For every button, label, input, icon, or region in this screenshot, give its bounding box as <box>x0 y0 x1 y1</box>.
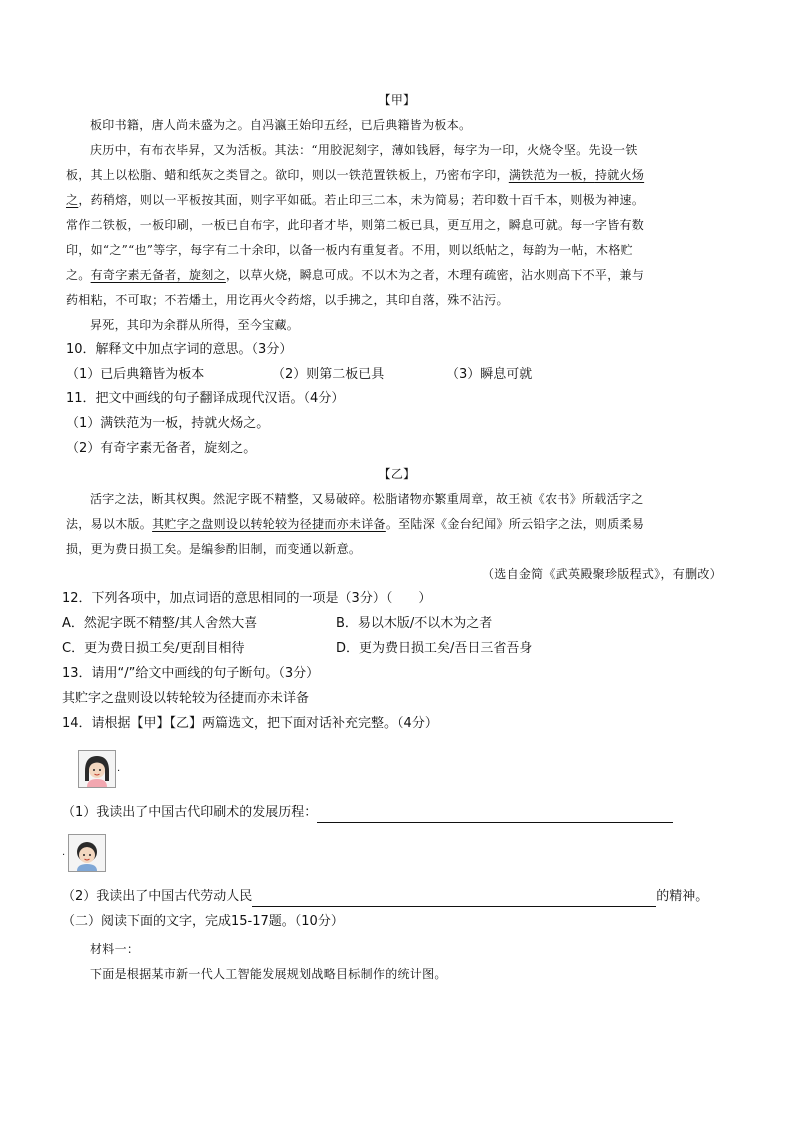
q12-option-c: C．更为费日损工矣/更刮目相待 <box>62 641 245 656</box>
jia-p1: 板印书籍，唐人尚未盛为之。自冯瀛王始印五经，已后典籍皆为板本。 <box>90 118 472 132</box>
material-1-label: 材料一： <box>90 942 140 956</box>
part2-stem: （二）阅读下面的文字，完成15-17题。（10分） <box>62 914 344 929</box>
q10-item-1: （1）已后典籍皆为板本 <box>66 367 205 382</box>
jia-p2-line-6: 之。有奇字素无备者，旋刻之，以草火烧，瞬息可成。不以木为之者，木理有疏密，沾水则高下不平，兼与 <box>66 268 645 282</box>
q12-stem: 12．下列各项中，加点词语的意思相同的一项是（3分）（ ） <box>62 591 432 606</box>
yi-line-3: 损，更为费日损工矣。是编参酌旧制，而变通以新意。 <box>66 542 362 556</box>
q10-item-2: （2）则第二板已具 <box>272 367 385 382</box>
q10-stem: 10．解释文中加点字词的意思。（3分） <box>66 342 293 357</box>
jia-p2-line-2: 板，其上以松脂、蜡和纸灰之类冒之。欲印，则以一铁范置铁板上，乃密布字印，满铁范为一板，持就火炀 <box>66 168 645 182</box>
q13-sentence: 其贮字之盘则设以转轮较为径捷而亦未详备 <box>62 691 310 706</box>
q11-stem: 11．把文中画线的句子翻译成现代汉语。（4分） <box>66 391 345 406</box>
answer-blank-1[interactable] <box>317 808 673 823</box>
q14-stem: 14．请根据【甲】【乙】两篇选文，把下面对话补充完整。（4分） <box>62 716 438 731</box>
jia-p3: 昇死，其印为余群从所得，至今宝藏。 <box>90 318 300 332</box>
q11-item-2: （2）有奇字素无备者，旋刻之。 <box>66 441 257 456</box>
jia-p2-line-5: 印，如“之”“也”等字，每字有二十余印，以备一板内有重复者。不用，则以纸帖之，每韵为一帖，木格贮 <box>66 243 633 257</box>
jia-p2-line-4: 常作二铁板，一板印刷，一板已自布字，此印者才毕，则第二板已具，更互用之，瞬息可就。每一字皆有数 <box>66 218 645 232</box>
material-1-desc: 下面是根据某市新一代人工智能发展规划战略目标制作的统计图。 <box>90 967 447 981</box>
boy-avatar-dot: · <box>62 850 66 861</box>
jia-heading: 【甲】 <box>378 93 416 107</box>
q14-line-1: （1）我读出了中国古代印刷术的发展历程： <box>62 803 673 823</box>
q12-option-b: B．易以木版/不以木为之者 <box>336 616 493 631</box>
yi-line-1: 活字之法，断其权舆。然泥字既不精整，又易破碎。松脂诸物亦繁重周章，故王祯《农书》所载活字之 <box>90 492 644 506</box>
q11-item-1: （1）满铁范为一板，持就火炀之。 <box>66 416 270 431</box>
answer-blank-2[interactable] <box>252 892 656 907</box>
q10-item-3: （3）瞬息可就 <box>446 367 533 382</box>
q12-option-a: A．然泥字既不精整/其人舍然大喜 <box>62 616 258 631</box>
yi-source: （选自金简《武英殿聚珍版程式》，有删改） <box>481 567 722 581</box>
jia-p2-line-7: 药相粘，不可取；不若燔土，用讫再火令药熔，以手拂之，其印自落，殊不沾污。 <box>66 293 509 307</box>
jia-p2-line-1: 庆历中，有布衣毕昇，又为活板。其法：“用胶泥刻字，薄如钱唇，每字为一印，火烧令坚。先设一铁 <box>90 143 638 157</box>
girl-avatar-dot: · <box>117 766 121 777</box>
boy-avatar-icon <box>68 834 106 872</box>
q12-option-d: D．更为费日损工矣/吾日三省吾身 <box>336 641 533 656</box>
jia-p2-line-3: 之，药稍熔，则以一平板按其面，则字平如砥。若止印三二本，未为简易；若印数十百千本，则极为神速。 <box>66 193 645 207</box>
yi-heading: 【乙】 <box>378 467 416 481</box>
q13-stem: 13．请用“/”给文中画线的句子断句。（3分） <box>62 666 320 681</box>
girl-avatar-icon <box>78 750 116 788</box>
yi-line-2: 法，易以木版。其贮字之盘则设以转轮较为径捷而亦未详备。至陆深《金台纪闻》所云铅字之法，则质柔易 <box>66 517 645 531</box>
q14-line-2: （2）我读出了中国古代劳动人民 的精神。 <box>62 887 708 907</box>
